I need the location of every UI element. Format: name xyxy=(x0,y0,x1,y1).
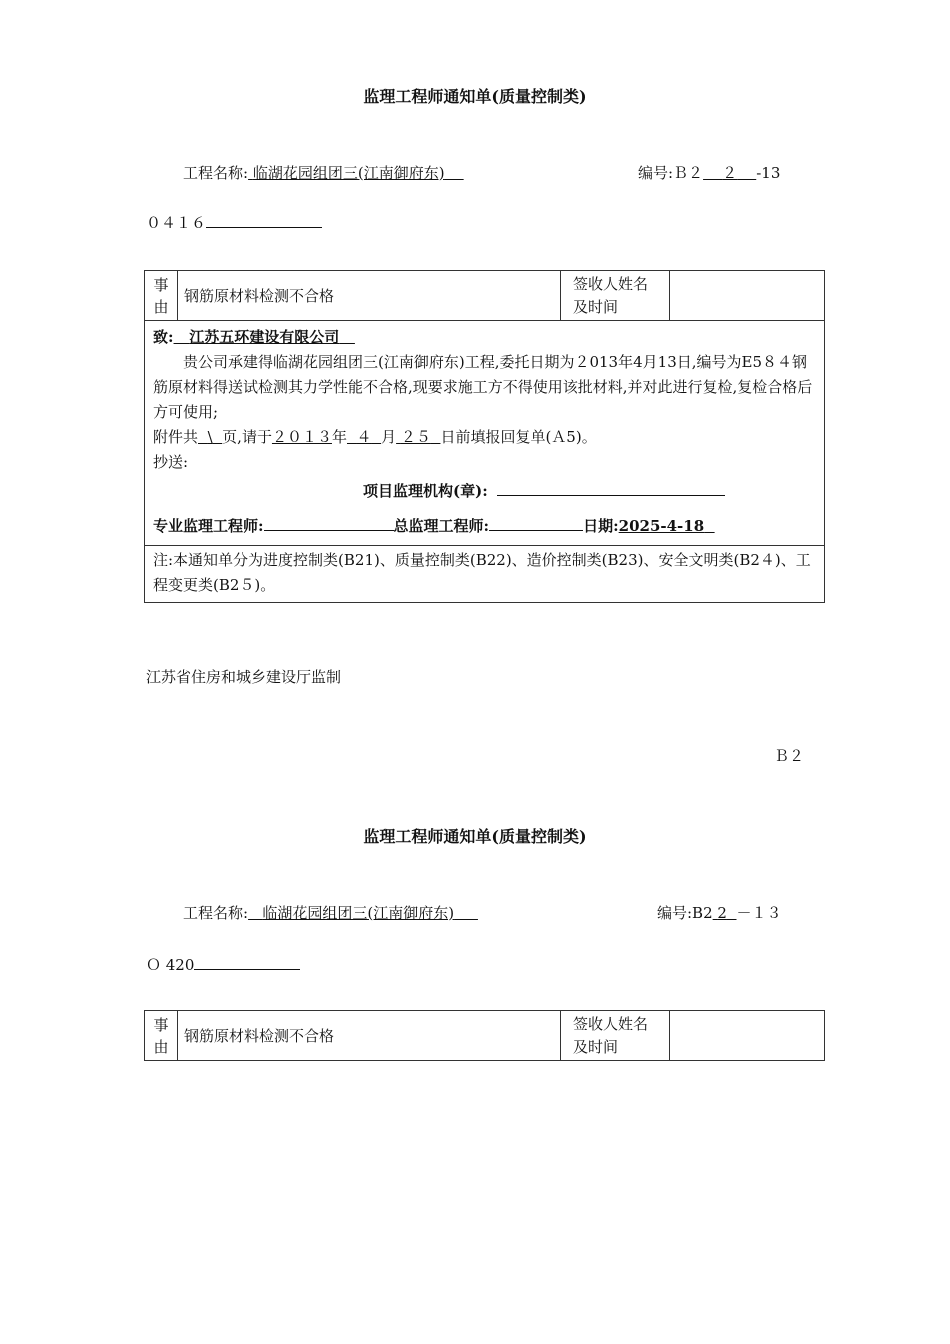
notice-form-2 xyxy=(144,1010,825,1061)
document-number-2: 编号:B2 2 －１３ xyxy=(657,904,782,922)
project-name-line xyxy=(183,162,464,183)
subject-label-2: 事由 xyxy=(145,1011,178,1061)
notice-form xyxy=(144,270,825,603)
project-label: 工程名称: xyxy=(183,164,249,182)
project-name-line-2: 工程名称: 临湖花园组团三(江南御府东) xyxy=(183,904,455,922)
page-title: 监理工程师通知单(质量控制类) xyxy=(363,87,587,106)
recipient-company: 江苏五环建设有限公司 xyxy=(189,328,340,346)
signature-line: 专业监理工程师: 总监理工程师: 日期:2025-4-18 xyxy=(153,514,816,539)
signature-field-2[interactable] xyxy=(670,1011,825,1061)
subject-label: 事由 xyxy=(145,271,178,321)
form-note: 注:本通知单分为进度控制类(B21)、质量控制类(B22)、造价控制类(B23)、安全文明类(B2４)、工程变更类(B2５)。 xyxy=(145,546,825,603)
document-number-continued: ０４１６ xyxy=(146,212,322,233)
document-number: 编号:Ｂ２ ２ -13 xyxy=(638,164,781,182)
signature-field[interactable] xyxy=(670,271,825,321)
page-code: Ｂ２ xyxy=(774,747,805,765)
subject-value-2: 钢筋原材料检测不合格 xyxy=(178,1011,561,1061)
recipient-line: 致: 江苏五环建设有限公司 xyxy=(153,328,340,346)
signature-label: 签收人姓名及时间 xyxy=(561,271,670,321)
document-number-continued-2: Ｏ 420 xyxy=(146,954,300,975)
org-seal-line: 项目监理机构(章): xyxy=(153,479,816,504)
attachment-line: 附件共 \ 页,请于２０１３年 ４ 月 ２５ 日前填报回复单(Ａ5)。 xyxy=(153,428,597,446)
subject-value: 钢筋原材料检测不合格 xyxy=(178,271,561,321)
notice-text: 贵公司承建得临湖花园组团三(江南御府东)工程,委托日期为２013年4月13日,编号为E5８４钢筋原材料得送试检测其力学性能不合格,现要求施工方不得使用该批材料,并对此进行复检,复检合格后方可使用; xyxy=(153,353,813,421)
project-name: 临湖花园组团三(江南御府东) xyxy=(252,164,445,182)
signature-label-2: 签收人姓名及时间 xyxy=(561,1011,670,1061)
cc-line: 抄送: xyxy=(153,453,189,471)
page-title-2: 监理工程师通知单(质量控制类) xyxy=(363,827,587,846)
notice-body xyxy=(145,321,825,546)
date-value: 2025-4-18 xyxy=(618,517,705,535)
issuer-text: 江苏省住房和城乡建设厅监制 xyxy=(146,668,342,686)
